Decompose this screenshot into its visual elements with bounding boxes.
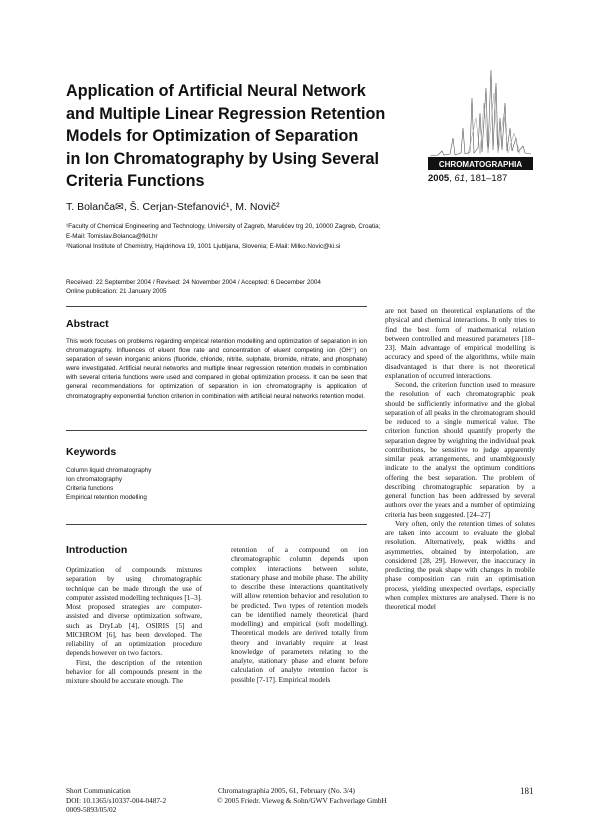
author-list: T. Bolanča✉, Š. Cerjan-Stefanović¹, M. Novič² xyxy=(66,201,280,213)
abstract-body: This work focuses on problems regarding empirical retention modelling and optimization of separation in ion chromatography. Influences of eluent flow rate and concentration of eluent competing ion (OH⁻) on separation of seven inorganic anions (fluoride, chloride, nitrite, sulphate, bromide, nitrate, and phosphate) were investigated. Artificial neural networks and multiple linear regression retention models in combination with several criteria functions were used and compared in global optimization process. It can be seen that general recommendations for optimization of separation in ion chromatography is application of chromatography exponential function criterion in combination with artificial neural networks retention model. xyxy=(66,338,367,400)
title-line: Application of Artificial Neural Network xyxy=(66,82,366,100)
divider xyxy=(66,524,367,525)
paragraph: First, the description of the retention behavior for all compounds present in the mixture should be accurate enough. The xyxy=(66,657,202,685)
paragraph: Very often, only the retention times of solutes are taken into account to evaluate the global resolution. Alternatively, peak widths and asymmetries, obtained by interpolation, are considered [28, 29]. However, the inaccuracy in predicting the peak shape with changes in mobile phase composition can ruin an optimisation process, yielding unexpected overlaps, especially when complex mixtures are analysed. There is no theoretical model xyxy=(385,518,535,611)
journal-reference xyxy=(428,173,507,184)
paragraph: are not based on theoretical explanations of the physical and chemical interactions. It only tries to find the best form of mathematical relation between controlled and measured parameters [18–23]. Main advantage of empirical modelling is accuracy and speed of the algorithms, while main disadvantaged is that there is not theoretical explanation of occurred interactions. xyxy=(385,306,535,380)
footer-left xyxy=(66,786,166,815)
affiliation-line: ¹Faculty of Chemical Engineering and Technology, University of Zagreb, Marulićev trg 20, 10000 Zagreb, Croatia; xyxy=(66,223,381,230)
paragraph: Second, the criterion function used to measure the resolution of each chromatographic peak should be sufficiently informative and the global separation of all peaks in the chromatogram should be reduced to a single numerical value. The criterion function should quantify properly the separation degree by weighting the individual peak contributions, be sensitive to judge apparently similar peak arrangements, and unambiguously indicate to the analyst the optimum conditions offering the best separation. The problem of describing chromatographic separation by a general function has been addressed by several authors over the years and a number of optimizing criteria has been suggested. [24–27] xyxy=(385,380,535,519)
publication-dates xyxy=(66,278,321,296)
journal-volume: 61 xyxy=(454,173,465,184)
affiliation-line: ²National Institute of Chemistry, Hajdrihova 19, 1001 Ljubljana, Slovenia; E-Mail: Milko.Novic@ki.si xyxy=(66,243,341,250)
page-number: 181 xyxy=(520,786,534,796)
text-column-3 xyxy=(385,306,535,611)
journal-logo xyxy=(428,58,533,170)
dates-line: Received: 22 September 2004 / Revised: 24 November 2004 / Accepted: 6 December 2004 xyxy=(66,279,321,286)
footer-center xyxy=(217,786,387,805)
affiliations xyxy=(66,222,380,252)
keyword-item: Column liquid chromatography xyxy=(66,467,152,474)
issn: 0009-5893/05/02 xyxy=(66,805,117,814)
title-line: Criteria Functions xyxy=(66,172,205,190)
paragraph: Optimization of compounds mixtures separation by using chromatographic technique can be made through the use of computer assisted modelling techniques [1–3]. Most proposed strategies are computer-assisted and diverse optimization software, such as DryLab [4], OSIRIS [5] and MICHROM [6], has been developed. The reliability of an optimization procedure depends however on two factors. xyxy=(66,565,202,658)
doi: DOI: 10.1365/s10337-004-0487-2 xyxy=(66,795,167,805)
copyright: © 2005 Friedr. Vieweg & Sohn/GWV Fachverlage GmbH xyxy=(217,795,387,805)
logo-text: CHROMATOGRAPHIA xyxy=(438,160,523,169)
divider xyxy=(66,306,367,307)
paragraph: retention of a compound on ion chromatographic column depends upon complex interactions between solute, stationary phase and mobile phase. The ability to describe these interactions quantitatively will allow retention behavior and resolution to be predicted. Two types of retention models can be identified namely theoretical (hard modelling) and empirical (soft modelling). Theoretical models are derived totally from theory and invariably require at least knowledge of parameters relating to the analyte, stationary phase and eluent before calculation of analyte retention factor is possible [7-17]. Empirical models xyxy=(231,545,368,684)
abstract-heading: Abstract xyxy=(66,318,109,330)
title-line: in Ion Chromatography by Using Several xyxy=(66,149,380,168)
keyword-item: Empirical retention modelling xyxy=(66,494,147,501)
keyword-item: Criteria functions xyxy=(66,485,114,492)
journal-separator: , xyxy=(449,173,455,184)
keyword-item: Ion chromatography xyxy=(66,476,123,483)
keywords-heading: Keywords xyxy=(66,446,117,458)
affiliation-line: E-Mail: Tomislav.Bolanca@fkit.hr xyxy=(66,233,158,240)
article-type: Short Communication xyxy=(66,786,131,795)
text-column-1 xyxy=(66,565,202,685)
title-line: and Multiple Linear Regression Retention xyxy=(66,104,386,123)
introduction-heading: Introduction xyxy=(66,544,128,556)
journal-pages: 181–187 xyxy=(470,173,508,184)
dates-line: Online publication: 21 January 2005 xyxy=(66,288,167,295)
paper-title xyxy=(66,80,416,193)
journal-separator: , xyxy=(465,173,471,184)
title-line: Models for Optimization of Separation xyxy=(66,127,359,145)
journal-issue: Chromatographia 2005, 61, February (No. 3/4) xyxy=(218,786,355,795)
divider xyxy=(66,430,367,431)
journal-year: 2005 xyxy=(428,173,450,184)
logo-background xyxy=(428,58,533,170)
keyword-list xyxy=(66,466,151,502)
text-column-2 xyxy=(231,545,368,684)
